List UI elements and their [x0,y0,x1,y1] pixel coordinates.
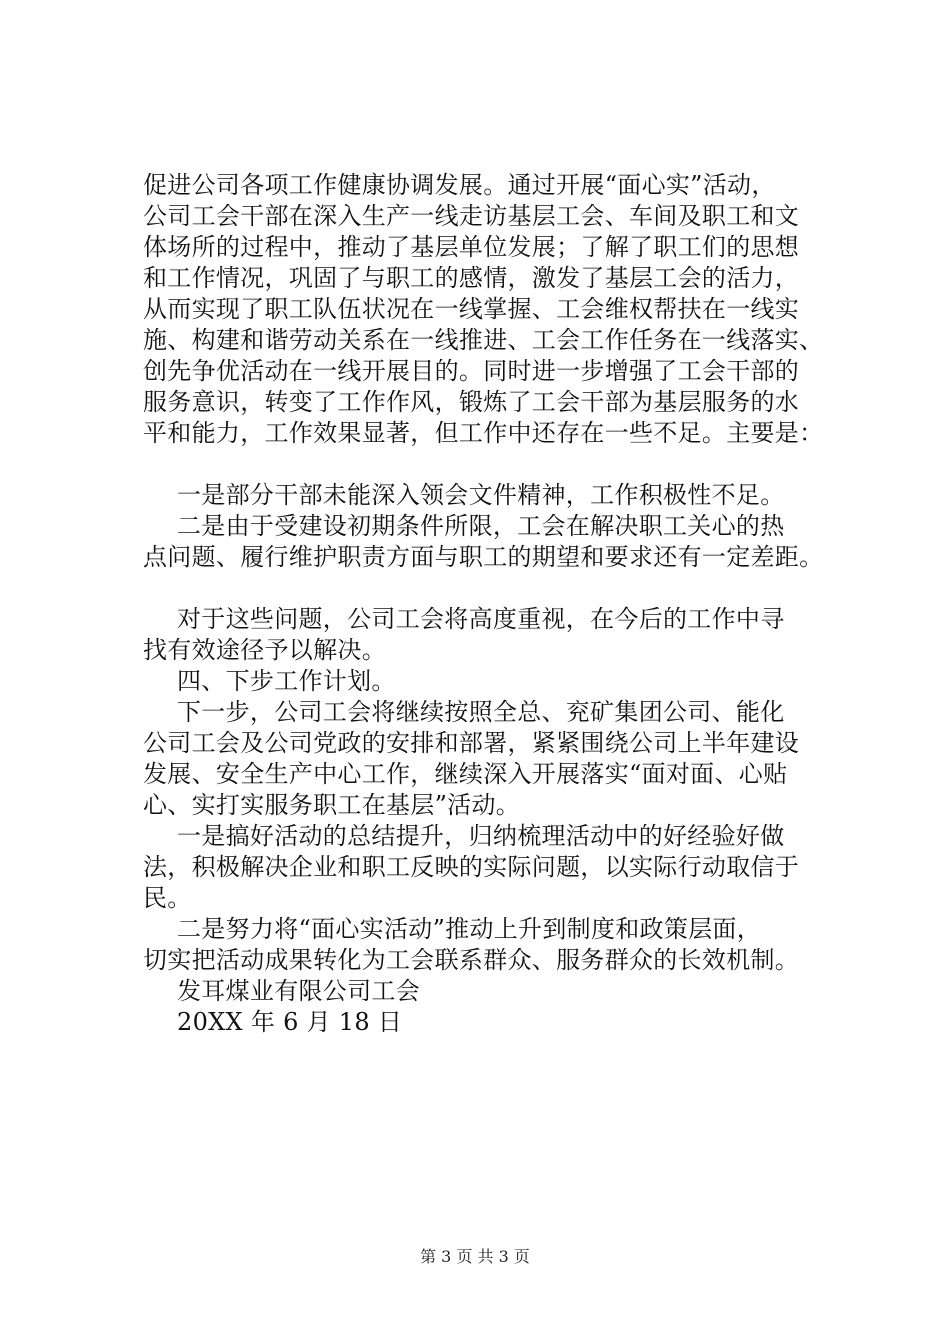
paragraph-issue-one [143,480,863,511]
text-line: 切实把活动成果转化为工会联系群众、服务群众的长效机制。 [143,946,800,974]
text-line: 促进公司各项工作健康协调发展。通过开展“面心实”活动， [143,171,776,199]
text-line: 对于这些问题，公司工会将高度重视，在今后的工作中寻 [177,605,785,633]
section-heading [143,666,863,697]
text-line: 公司工会及公司党政的安排和部署，紧紧围绕公司上半年建设 [143,729,800,757]
text-line: 法，积极解决企业和职工反映的实际问题，以实际行动取信于 [143,853,800,881]
text-line: 一是部分干部未能深入领会文件精神，工作积极性不足。 [177,481,785,509]
text-line: 找有效途径予以解决。 [143,636,386,664]
paragraph-continuation [143,170,863,449]
text-line: 平和能力，工作效果显著，但工作中还存在一些不足。主要是： [143,419,824,447]
text-line: 从而实现了职工队伍状况在一线掌握、工会维权帮扶在一线实 [143,295,800,323]
heading-text: 四、下步工作计划。 [177,667,396,695]
text-line: 心、实打实服务职工在基层”活动。 [143,791,521,819]
text-line: 创先争优活动在一线开展目的。同时进一步增强了工会干部的 [143,357,800,385]
paragraph-issue-two [143,511,863,573]
paragraph-plan-one [143,821,863,914]
text-line: 下一步，公司工会将继续按照全总、兖矿集团公司、能化 [177,698,785,726]
text-line: 民。 [143,884,192,912]
page-number: 第 3 页 共 3 页 [420,1247,530,1266]
text-line: 发展、安全生产中心工作，继续深入开展落实“面对面、心贴 [143,760,788,788]
text-line: 点问题、履行维护职责方面与职工的期望和要求还有一定差距。 [143,543,824,571]
text-line: 服务意识，转变了工作作风，锻炼了工会干部为基层服务的水 [143,388,800,416]
paragraph-gap [143,573,863,604]
text-line: 体场所的过程中，推动了基层单位发展；了解了职工们的思想 [143,233,800,261]
paragraph-gap [143,449,863,480]
page-footer [0,1244,950,1267]
text-line: 施、构建和谐劳动关系在一线推进、工会工作任务在一线落实、 [143,326,824,354]
signature: 发耳煤业有限公司工会 [177,977,420,1005]
text-line: 和工作情况，巩固了与职工的感情，激发了基层工会的活力， [143,264,800,292]
paragraph-next-step [143,697,863,821]
text-line: 公司工会干部在深入生产一线走访基层工会、车间及职工和文 [143,202,800,230]
paragraph-response [143,604,863,666]
document-body [143,170,863,1038]
text-line: 二是努力将“面心实活动”推动上升到制度和政策层面， [177,915,762,943]
text-line: 二是由于受建设初期条件所限，工会在解决职工关心的热 [177,512,785,540]
text-line: 一是搞好活动的总结提升，归纳梳理活动中的好经验好做 [177,822,785,850]
document-date: 20XX 年 6 月 18 日 [177,1008,403,1036]
paragraph-plan-two [143,914,863,976]
